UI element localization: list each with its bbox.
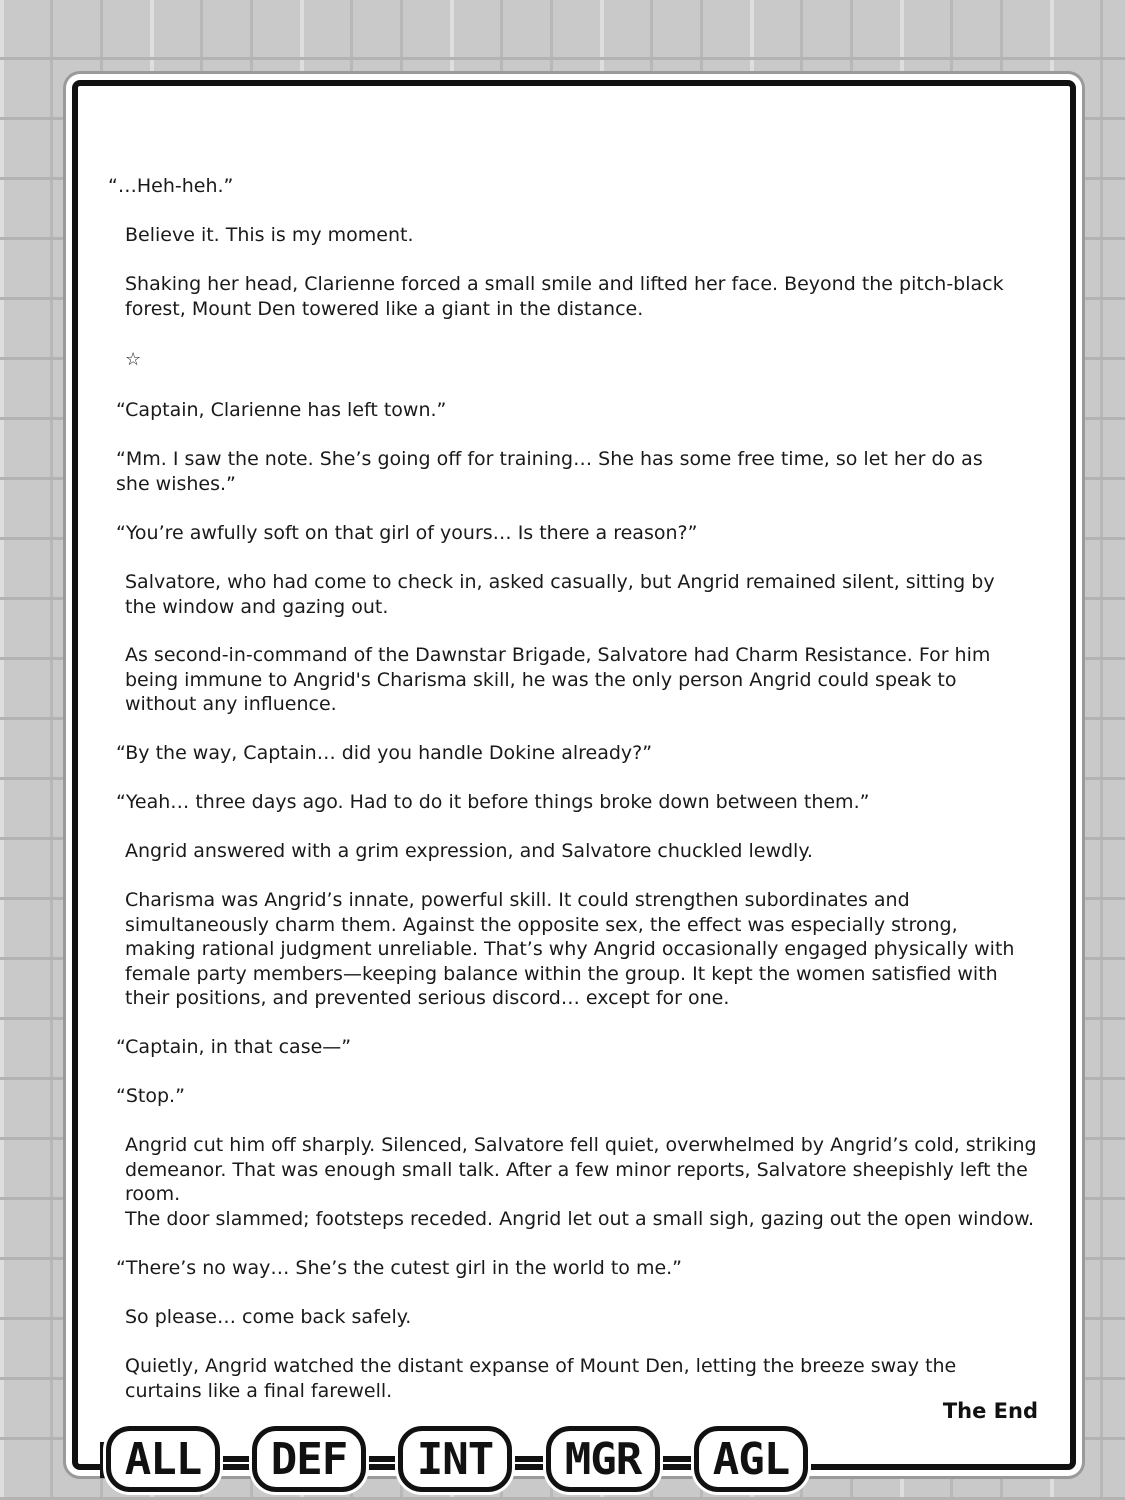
tab-agl[interactable]: AGL	[694, 1426, 808, 1492]
story-paragraph: So please… come back safely.	[125, 1306, 412, 1328]
story-paragraph: “Captain, Clarienne has left town.”	[116, 399, 447, 421]
story-paragraph: “Stop.”	[116, 1085, 185, 1107]
tab-int[interactable]: INT	[398, 1426, 512, 1492]
stat-tab-bar	[98, 1422, 818, 1496]
story-paragraph: Shaking her head, Clarienne forced a small smile and lifted her face. Beyond the pitch-black forest, Mount Den towered like a giant in the distance.	[125, 273, 1004, 320]
tab-def[interactable]: DEF	[252, 1426, 366, 1492]
story-paragraph: “…Heh-heh.”	[108, 175, 234, 197]
the-end-label: The End	[942, 1399, 1038, 1423]
story-paragraph: “You’re awfully soft on that girl of yours… Is there a reason?”	[116, 522, 698, 544]
story-paragraph: “Captain, in that case—”	[116, 1036, 352, 1058]
story-panel	[72, 80, 1076, 1470]
tab-mgr[interactable]: MGR	[546, 1426, 660, 1492]
story-paragraph: “Yeah… three days ago. Had to do it before things broke down between them.”	[116, 791, 870, 813]
story-paragraph: Angrid cut him off sharply. Silenced, Salvatore fell quiet, overwhelmed by Angrid’s cold, striking demeanor. That was enough small talk. After a few minor reports, Salvatore sheepishly left the room.	[125, 1134, 1037, 1206]
star-separator: ☆	[125, 349, 142, 370]
story-paragraph: “By the way, Captain… did you handle Dokine already?”	[116, 742, 653, 764]
tab-all[interactable]: ALL	[106, 1426, 220, 1492]
story-paragraph: The door slammed; footsteps receded. Angrid let out a small sigh, gazing out the open window.	[125, 1208, 1035, 1230]
story-paragraph: Angrid answered with a grim expression, and Salvatore chuckled lewdly.	[125, 840, 813, 862]
story-paragraph: Charisma was Angrid’s innate, powerful skill. It could strengthen subordinates and simultaneously charm them. Against the opposite sex, the effect was especially strong, making rational judgment unreliable. That’s why Angrid occasionally engaged physically with female party members—keeping balance within the group. It kept the women satisfied with their positions, and prevented serious discord… except for one.	[125, 889, 1015, 1010]
story-paragraph: As second-in-command of the Dawnstar Brigade, Salvatore had Charm Resistance. For him being immune to Angrid's Charisma skill, he was the only person Angrid could speak to without any influence.	[125, 644, 991, 716]
story-paragraph: Quietly, Angrid watched the distant expanse of Mount Den, letting the breeze sway the curtains like a final farewell.	[125, 1355, 957, 1402]
story-paragraph: “Mm. I saw the note. She’s going off for training… She has some free time, so let her do as she wishes.”	[116, 448, 983, 495]
story-paragraph: Believe it. This is my moment.	[125, 224, 414, 246]
story-paragraph: “There’s no way… She’s the cutest girl in the world to me.”	[116, 1257, 683, 1279]
story-paragraph: Salvatore, who had come to check in, asked casually, but Angrid remained silent, sitting by the window and gazing out.	[125, 571, 995, 618]
